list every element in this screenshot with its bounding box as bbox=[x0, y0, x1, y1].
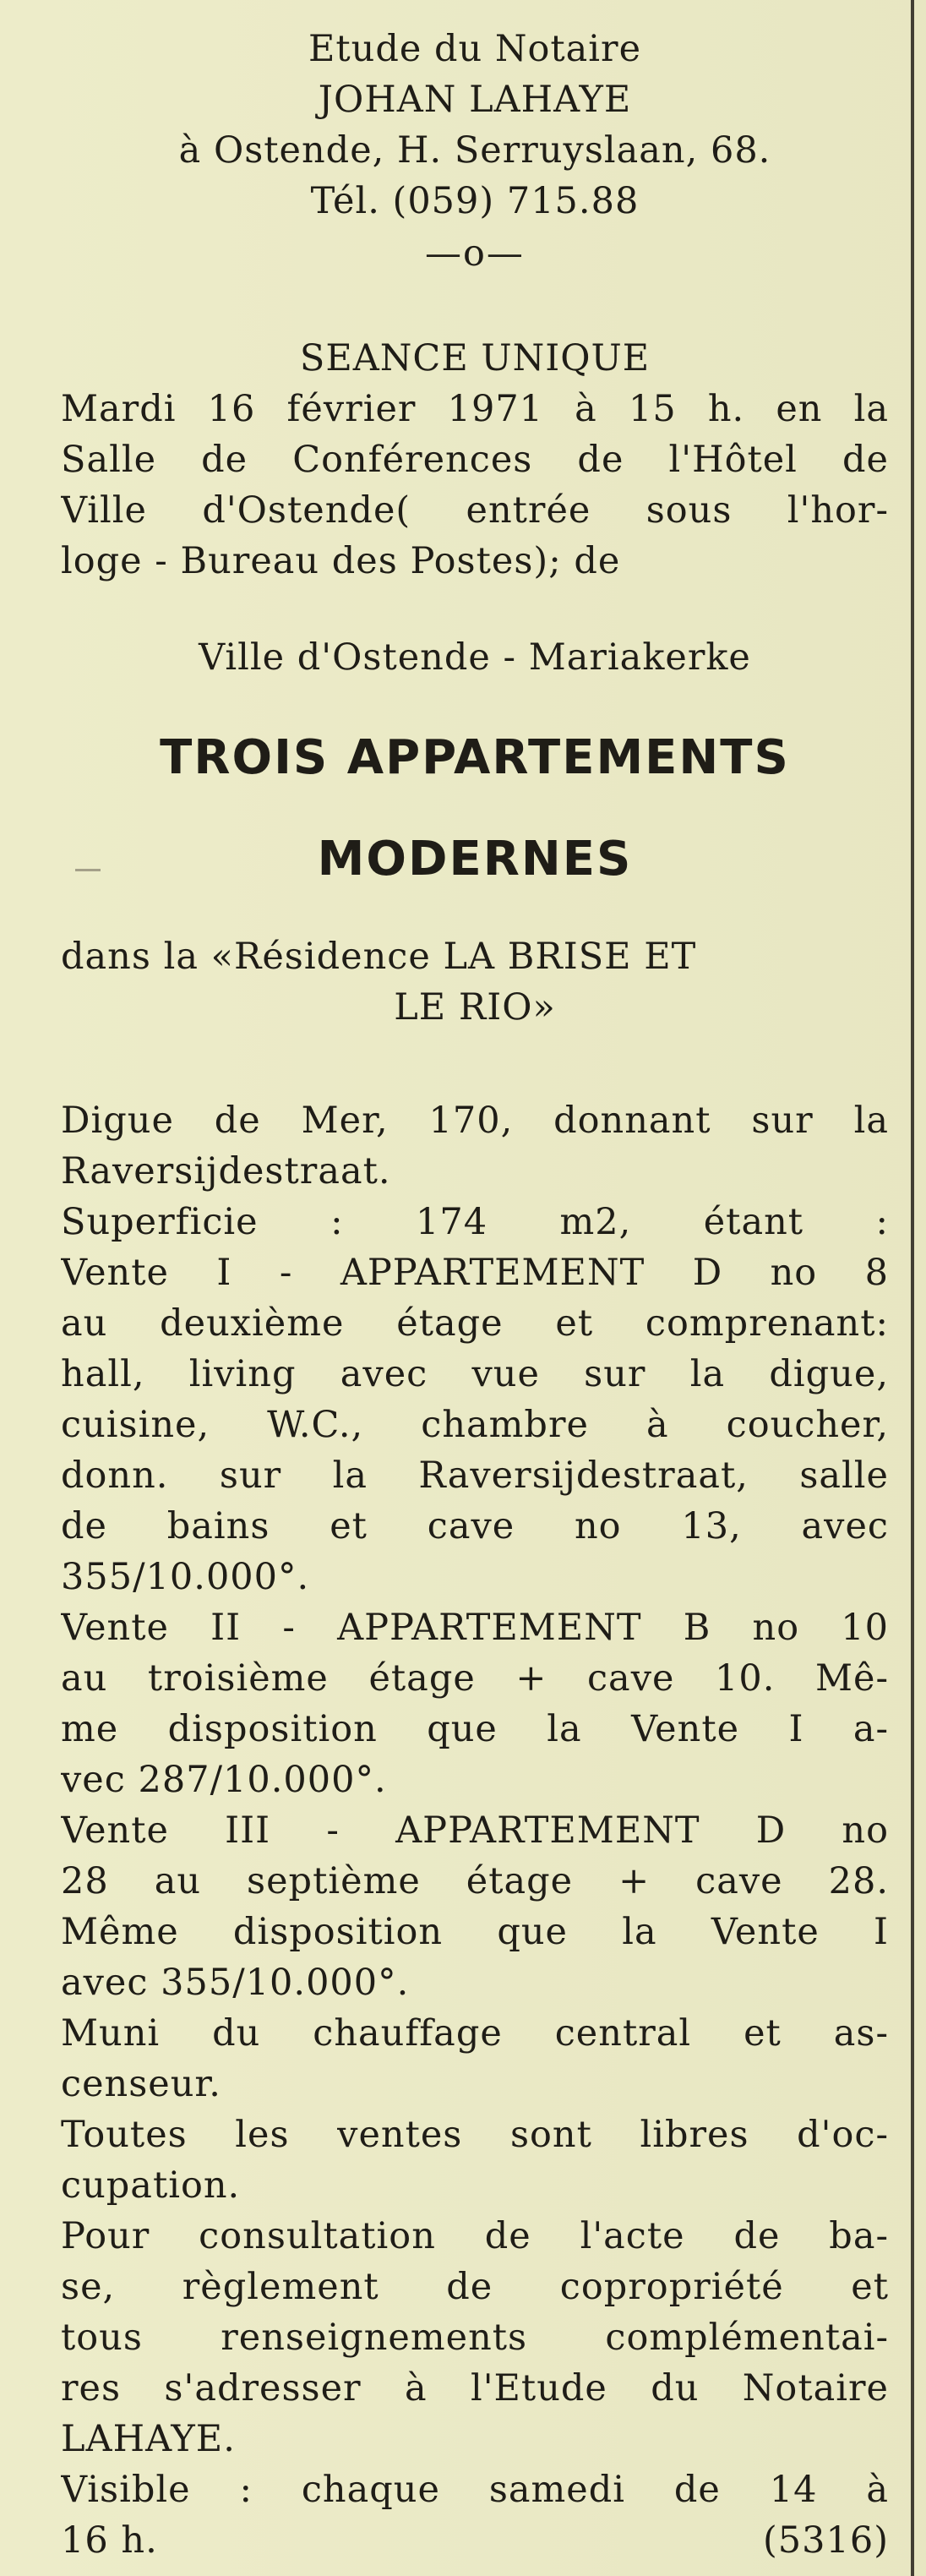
detail-line: se, règlement de copropriété et bbox=[61, 2266, 889, 2308]
residence-line-2: LE RIO» bbox=[394, 986, 556, 1029]
notice-content bbox=[61, 24, 889, 2566]
detail-line: Vente II - APPARTEMENT B no 10 bbox=[61, 1607, 889, 1649]
detail-line: LAHAYE. bbox=[61, 2418, 236, 2460]
residence-title bbox=[61, 931, 889, 1033]
detail-line: cuisine, W.C., chambre à coucher, bbox=[61, 1404, 889, 1446]
location-line: Ville d'Ostende - Mariakerke bbox=[199, 636, 751, 679]
detail-line: me disposition que la Vente I a- bbox=[61, 1708, 889, 1750]
detail-line: Pour consultation de l'acte de ba- bbox=[61, 2215, 889, 2257]
property-details bbox=[61, 1095, 889, 2566]
session-line-1: Mardi 16 février 1971 à 15 h. en la bbox=[61, 388, 889, 430]
notary-office-line: Etude du Notaire bbox=[308, 28, 642, 70]
session-details bbox=[61, 384, 889, 587]
final-row bbox=[61, 2515, 889, 2566]
session-line-4: loge - Bureau des Postes); de bbox=[61, 540, 621, 582]
detail-line: donn. sur la Raversijdestraat, salle bbox=[61, 1454, 889, 1497]
detail-line: Toutes les ventes sont libres d'oc- bbox=[61, 2114, 889, 2156]
detail-line: Superficie : 174 m2, étant : bbox=[61, 1201, 889, 1243]
detail-line: cupation. bbox=[61, 2164, 241, 2207]
detail-line: Raversijdestraat. bbox=[61, 1150, 391, 1192]
notary-header bbox=[61, 24, 889, 279]
detail-line: 28 au septième étage + cave 28. bbox=[61, 1860, 889, 1902]
notary-phone-line: Tél. (059) 715.88 bbox=[310, 180, 640, 222]
residence-line-1: dans la «Résidence LA BRISE ET bbox=[61, 936, 697, 978]
header-separator: —o— bbox=[425, 232, 525, 275]
headline-line-2: MODERNES bbox=[317, 832, 633, 887]
notice-reference: (5316) bbox=[763, 2519, 889, 2562]
detail-line: avec 355/10.000°. bbox=[61, 1962, 410, 2004]
detail-line: au deuxième étage et comprenant: bbox=[61, 1302, 889, 1345]
detail-line: Visible : chaque samedi de 14 à bbox=[61, 2469, 889, 2511]
session-line-3: Ville d'Ostende( entrée sous l'hor- bbox=[61, 489, 889, 532]
detail-line: res s'adresser à l'Etude du Notaire bbox=[61, 2367, 889, 2410]
detail-line: au troisième étage + cave 10. Mê- bbox=[61, 1657, 889, 1700]
detail-line: Digue de Mer, 170, donnant sur la bbox=[61, 1100, 889, 1142]
detail-line: Muni du chauffage central et as- bbox=[61, 2012, 889, 2055]
session-title: SEANCE UNIQUE bbox=[299, 337, 651, 379]
session-line-2: Salle de Conférences de l'Hôtel de bbox=[61, 439, 889, 481]
notary-address-line: à Ostende, H. Serruyslaan, 68. bbox=[178, 129, 771, 172]
detail-line: Vente III - APPARTEMENT D no bbox=[61, 1809, 889, 1852]
right-column-rule bbox=[911, 0, 914, 2576]
detail-line: 355/10.000°. bbox=[61, 1556, 310, 1598]
detail-line: Même disposition que la Vente I bbox=[61, 1911, 889, 1953]
detail-line: censeur. bbox=[61, 2063, 221, 2105]
detail-line: tous renseignements complémentai- bbox=[61, 2317, 889, 2359]
detail-line: de bains et cave no 13, avec bbox=[61, 1505, 889, 1547]
notary-name-line: JOHAN LAHAYE bbox=[318, 79, 632, 121]
visiting-time-end: 16 h. bbox=[61, 2519, 158, 2562]
detail-line: vec 287/10.000°. bbox=[61, 1759, 387, 1801]
headline-line-1: TROIS APPARTEMENTS bbox=[160, 730, 790, 785]
detail-line: Vente I - APPARTEMENT D no 8 bbox=[61, 1252, 889, 1294]
detail-line: hall, living avec vue sur la digue, bbox=[61, 1353, 889, 1395]
